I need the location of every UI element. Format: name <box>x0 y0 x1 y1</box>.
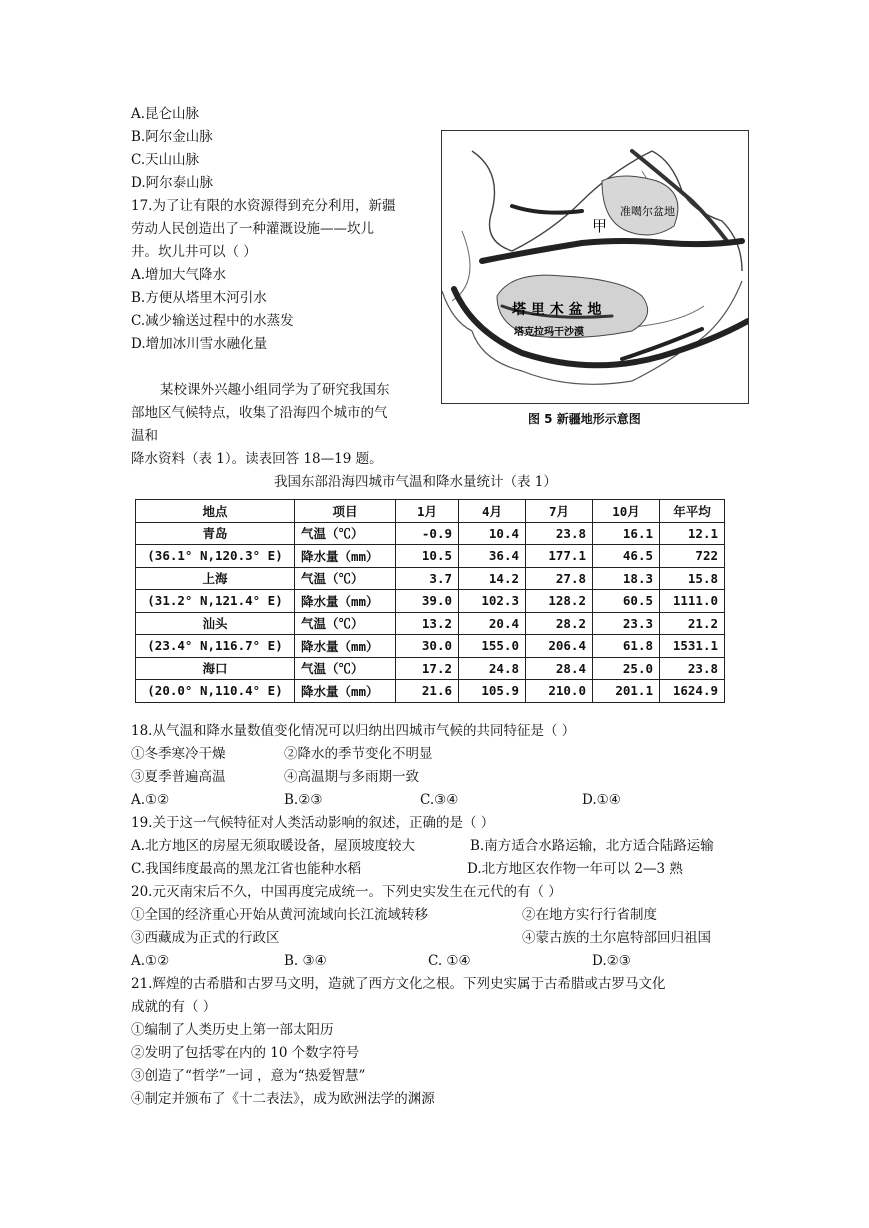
q19-option-a: A.北方地区的房屋无须取暖设备，屋顶坡度较大 <box>131 838 416 854</box>
q21-item-3: ③创造了“哲学”一词 ，意为“热爱智慧” <box>131 1068 366 1084</box>
table-row <box>136 522 725 545</box>
q17-option-c: C.减少输送过程中的水蒸发 <box>131 313 294 329</box>
xinjiang-terrain-map <box>441 130 749 404</box>
cell: 201.1 <box>593 680 660 703</box>
table-row <box>136 545 725 568</box>
cell: 128.2 <box>526 590 593 613</box>
city-coord: (36.1° N,120.3° E) <box>136 545 295 568</box>
table-row <box>136 590 725 613</box>
q16-option-d: D.阿尔泰山脉 <box>131 175 214 191</box>
q21-item-2: ②发明了包括零在内的 10 个数字符号 <box>131 1045 360 1061</box>
city-name: 上海 <box>136 567 295 590</box>
cell: 105.9 <box>459 680 526 703</box>
q16-option-a: A.昆仑山脉 <box>131 106 200 122</box>
q20-statement-4: ④蒙古族的土尔扈特部回归祖国 <box>522 930 711 946</box>
q16-option-b: B.阿尔金山脉 <box>131 129 213 145</box>
q17-option-a: A.增加大气降水 <box>131 267 227 283</box>
q18-statement-1: ①冬季寒冷干燥 <box>131 746 226 762</box>
intro-line-1: 某校课外兴趣小组同学为了研究我国东 <box>160 382 390 398</box>
cell: 1624.9 <box>660 680 725 703</box>
cell: 18.3 <box>593 567 660 590</box>
table-header-row <box>136 500 725 523</box>
header-apr: 4月 <box>459 500 526 523</box>
cell: 25.0 <box>593 657 660 680</box>
cell: 177.1 <box>526 545 593 568</box>
cell: 21.2 <box>660 612 725 635</box>
cell: 13.2 <box>396 612 459 635</box>
header-jul: 7月 <box>526 500 593 523</box>
rain-label: 降水量（mm） <box>295 590 396 613</box>
q20-option-d: D.②③ <box>592 953 631 969</box>
cell: 28.4 <box>526 657 593 680</box>
city-name: 汕头 <box>136 612 295 635</box>
cell: 206.4 <box>526 635 593 658</box>
cell: 3.7 <box>396 567 459 590</box>
header-annual: 年平均 <box>660 500 725 523</box>
q17-option-b: B.方便从塔里木河引水 <box>131 290 267 306</box>
q19-option-b: B.南方适合水路运输，北方适合陆路运输 <box>470 838 714 854</box>
header-item: 项目 <box>295 500 396 523</box>
city-coord: (20.0° N,110.4° E) <box>136 680 295 703</box>
q18-statement-4: ④高温期与多雨期一致 <box>284 769 419 785</box>
cell: 39.0 <box>396 590 459 613</box>
cell: 46.5 <box>593 545 660 568</box>
intro-line-4: 降水资料（表 1）。读表回答 18—19 题。 <box>131 451 383 467</box>
q18-option-c: C.③④ <box>420 792 459 808</box>
q20-statement-2: ②在地方实行行省制度 <box>522 907 657 923</box>
intro-line-2: 部地区气候特点，收集了沿海四个城市的气 <box>131 405 388 421</box>
rain-label: 降水量（mm） <box>295 545 396 568</box>
header-oct: 10月 <box>593 500 660 523</box>
cell: 15.8 <box>660 567 725 590</box>
q17-option-d: D.增加冰川雪水融化量 <box>131 336 268 352</box>
cell: 12.1 <box>660 522 725 545</box>
cell: 10.4 <box>459 522 526 545</box>
cell: 210.0 <box>526 680 593 703</box>
q21-item-4: ④制定并颁布了《十二表法》，成为欧洲法学的渊源 <box>131 1091 435 1107</box>
temp-label: 气温（℃） <box>295 522 396 545</box>
intro-line-3: 温和 <box>131 428 158 444</box>
cell: 27.8 <box>526 567 593 590</box>
header-jan: 1月 <box>396 500 459 523</box>
q16-option-c: C.天山山脉 <box>131 152 200 168</box>
q20-stem: 20.元灭南宋后不久，中国再度完成统一。下列史实发生在元代的有（ ） <box>131 884 562 900</box>
cell: 23.8 <box>660 657 725 680</box>
q20-option-c: C. ①④ <box>428 953 471 969</box>
cell: 14.2 <box>459 567 526 590</box>
cell: 16.1 <box>593 522 660 545</box>
cell: 28.2 <box>526 612 593 635</box>
q18-option-a: A.①② <box>131 792 170 808</box>
table-row <box>136 612 725 635</box>
q21-stem-line-2: 成就的有（ ） <box>131 999 217 1015</box>
table-row <box>136 680 725 703</box>
temp-label: 气温（℃） <box>295 567 396 590</box>
cell: 36.4 <box>459 545 526 568</box>
map-label-jia: 甲 <box>592 217 608 235</box>
city-coord: (31.2° N,121.4° E) <box>136 590 295 613</box>
cell: 21.6 <box>396 680 459 703</box>
cell: 23.3 <box>593 612 660 635</box>
map-label-junggar: 准噶尔盆地 <box>620 205 675 218</box>
cell: 17.2 <box>396 657 459 680</box>
q18-statement-3: ③夏季普遍高温 <box>131 769 226 785</box>
city-name: 海口 <box>136 657 295 680</box>
cell: 20.4 <box>459 612 526 635</box>
q19-option-d: D.北方地区农作物一年可以 2—3 熟 <box>467 861 683 877</box>
cell: 24.8 <box>459 657 526 680</box>
cell: 10.5 <box>396 545 459 568</box>
cell: -0.9 <box>396 522 459 545</box>
rain-label: 降水量（mm） <box>295 680 396 703</box>
table-row <box>136 567 725 590</box>
q20-option-a: A.①② <box>131 953 170 969</box>
q19-stem: 19.关于这一气候特征对人类活动影响的叙述，正确的是（ ） <box>131 815 495 831</box>
temp-label: 气温（℃） <box>295 612 396 635</box>
cell: 30.0 <box>396 635 459 658</box>
cell: 23.8 <box>526 522 593 545</box>
q17-stem-line-2: 劳动人民创造出了一种灌溉设施——坎儿 <box>131 221 374 237</box>
map-caption: 图 5 新疆地形示意图 <box>528 412 641 426</box>
q18-option-b: B.②③ <box>284 792 323 808</box>
city-name: 青岛 <box>136 522 295 545</box>
temp-label: 气温（℃） <box>295 657 396 680</box>
climate-table <box>135 499 725 703</box>
q21-stem-line-1: 21.辉煌的古希腊和古罗马文明，造就了西方文化之根。下列史实属于古希腊或古罗马文化 <box>131 976 666 992</box>
map-label-tarim: 塔 里 木 盆 地 <box>512 302 602 318</box>
q19-option-c: C.我国纬度最高的黑龙江省也能种水稻 <box>131 861 362 877</box>
cell: 1531.1 <box>660 635 725 658</box>
cell: 722 <box>660 545 725 568</box>
cell: 155.0 <box>459 635 526 658</box>
q18-statement-2: ②降水的季节变化不明显 <box>284 746 433 762</box>
rain-label: 降水量（mm） <box>295 635 396 658</box>
q18-option-d: D.①④ <box>582 792 621 808</box>
cell: 1111.0 <box>660 590 725 613</box>
city-coord: (23.4° N,116.7° E) <box>136 635 295 658</box>
q17-stem-line-3: 井。坎儿井可以（ ） <box>131 244 257 260</box>
cell: 60.5 <box>593 590 660 613</box>
table-row <box>136 657 725 680</box>
cell: 102.3 <box>459 590 526 613</box>
q20-statement-1: ①全国的经济重心开始从黄河流域向长江流域转移 <box>131 907 428 923</box>
q20-option-b: B. ③④ <box>284 953 327 969</box>
table-title: 我国东部沿海四城市气温和降水量统计（表 1） <box>274 474 557 490</box>
header-location: 地点 <box>136 500 295 523</box>
map-label-taklamakan: 塔克拉玛干沙漠 <box>514 327 584 338</box>
q20-statement-3: ③西藏成为正式的行政区 <box>131 930 280 946</box>
q21-item-1: ①编制了人类历史上第一部太阳历 <box>131 1022 334 1038</box>
q18-stem: 18.从气温和降水量数值变化情况可以归纳出四城市气候的共同特征是（ ） <box>131 723 576 739</box>
q17-stem-line-1: 17.为了让有限的水资源得到充分利用，新疆 <box>131 198 396 214</box>
cell: 61.8 <box>593 635 660 658</box>
table-row <box>136 635 725 658</box>
